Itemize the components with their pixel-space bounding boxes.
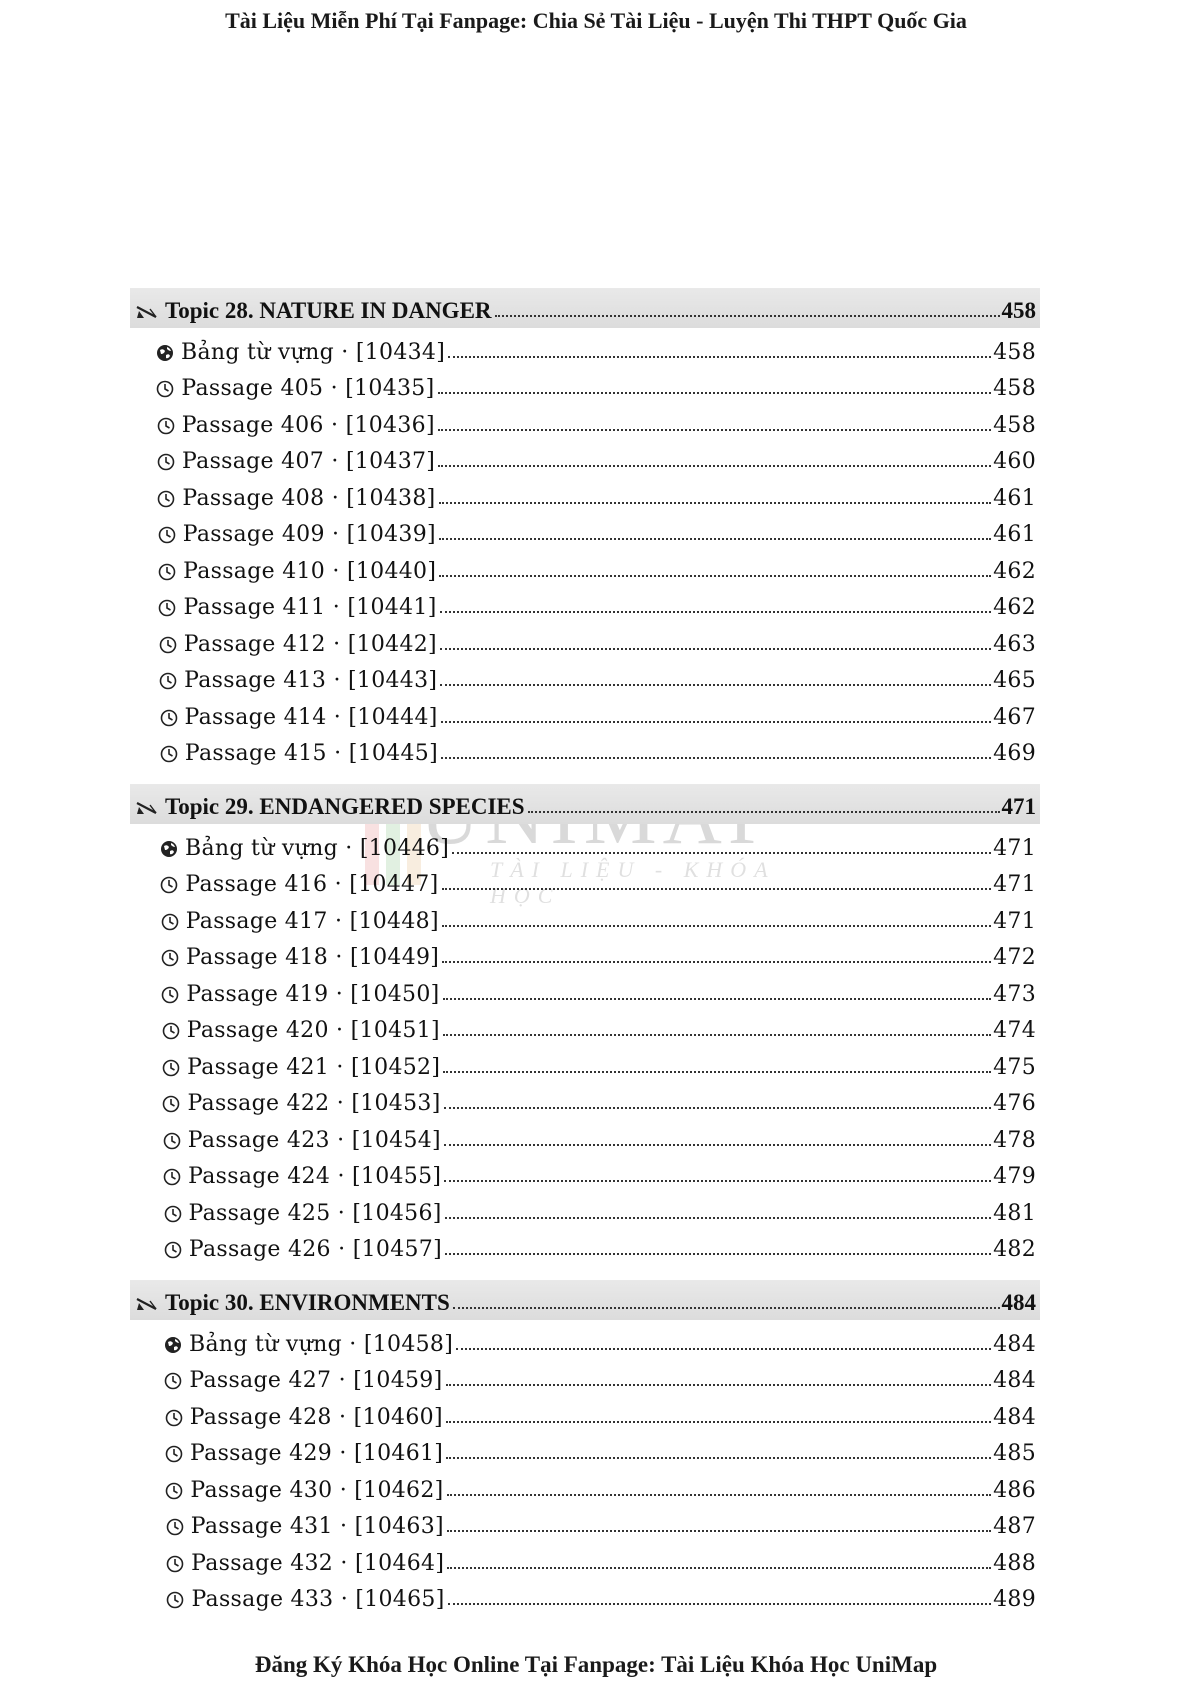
toc-entry[interactable] [130, 547, 1040, 584]
toc-entry-label: Passage 424 · [10455] [188, 1164, 442, 1189]
dotted-leader [440, 611, 992, 613]
clock-icon [161, 913, 179, 931]
toc-topic-label: Topic 29. ENDANGERED SPECIES [165, 794, 525, 819]
toc-page-number: 458 [993, 412, 1036, 438]
toc-entry[interactable] [130, 897, 1040, 934]
toc-page-number: 458 [993, 339, 1036, 365]
dotted-leader [443, 998, 992, 1000]
dotted-leader [438, 392, 992, 394]
clock-icon [164, 1205, 182, 1223]
toc-entry[interactable] [130, 438, 1040, 475]
toc-page-number: 469 [993, 741, 1036, 766]
page-footer: Đăng Ký Khóa Học Online Tại Fanpage: Tài Liệu Khóa Học UniMap [254, 1652, 938, 1677]
dotted-leader [444, 1180, 991, 1182]
toc-topic-heading[interactable] [130, 288, 1040, 328]
toc-entry-label: Passage 425 · [10456] [188, 1200, 442, 1226]
toc-entry-label: Passage 428 · [10460] [189, 1404, 443, 1430]
toc-entry[interactable] [130, 1466, 1040, 1503]
toc-entry[interactable] [130, 861, 1040, 898]
toc-entry-label: Passage 430 · [10462] [190, 1477, 444, 1503]
toc-topic-heading[interactable] [130, 1280, 1040, 1320]
toc-entry-label: Passage 408 · [10438] [182, 485, 436, 511]
toc-page-number: 473 [993, 981, 1036, 1007]
toc-entry-label: Passage 418 · [10449] [186, 945, 440, 970]
toc-entry[interactable] [130, 657, 1040, 694]
toc-entry-label: Passage 415 · [10445] [184, 741, 438, 766]
toc-entry-label: Passage 412 · [10442] [183, 631, 437, 657]
dotted-leader [442, 888, 992, 890]
clock-icon [157, 490, 175, 508]
dotted-leader [447, 1567, 991, 1569]
clock-icon [162, 1095, 180, 1113]
pen-icon [136, 1297, 158, 1311]
clock-icon [162, 1059, 180, 1077]
toc-page-number: 471 [993, 835, 1036, 861]
toc-page-number: 487 [993, 1514, 1036, 1539]
toc-entry-label: Passage 414 · [10444] [184, 704, 438, 730]
toc-entry[interactable] [130, 1189, 1040, 1226]
toc-entry[interactable] [130, 1116, 1040, 1153]
clock-icon [164, 1241, 182, 1259]
toc-entry-label: Bảng từ vựng · [10446] [185, 835, 450, 861]
clock-icon [165, 1482, 183, 1500]
toc-topic [130, 288, 1040, 766]
toc-entry-label: Passage 411 · [10441] [183, 595, 437, 620]
toc-page-number: 484 [993, 1368, 1036, 1393]
clock-icon [161, 986, 179, 1004]
toc-entry[interactable] [130, 824, 1040, 861]
toc-entry[interactable] [130, 1153, 1040, 1190]
toc-entry[interactable] [130, 970, 1040, 1007]
dotted-leader [442, 925, 991, 927]
clock-icon [159, 672, 177, 690]
toc-page-number: 488 [993, 1550, 1036, 1576]
toc-topic-heading[interactable] [130, 784, 1040, 824]
toc-page-number: 467 [993, 704, 1036, 730]
toc-entry[interactable] [130, 1430, 1040, 1467]
clock-icon [160, 876, 178, 894]
dotted-leader [452, 852, 991, 854]
clock-icon [158, 599, 176, 617]
dotted-leader [448, 1603, 992, 1605]
dotted-leader [440, 648, 991, 650]
dotted-leader [448, 356, 991, 358]
toc-entry[interactable] [130, 1393, 1040, 1430]
clock-icon [166, 1591, 184, 1609]
toc-entry-label: Passage 405 · [10435] [181, 376, 435, 401]
watermark-subtitle: TÀI LIỆU - KHÓA HỌC [490, 857, 776, 908]
dotted-leader [443, 1071, 991, 1073]
dotted-leader [446, 1421, 991, 1423]
table-of-contents [130, 288, 1040, 1630]
toc-entry[interactable] [130, 511, 1040, 548]
toc-entry-label: Passage 406 · [10436] [181, 412, 435, 438]
toc-page-number: 486 [993, 1477, 1036, 1503]
toc-page-number: 471 [993, 908, 1036, 934]
dotted-leader [444, 1144, 991, 1146]
toc-entry-label: Passage 413 · [10443] [184, 668, 438, 693]
clock-icon [165, 1445, 183, 1463]
dotted-leader [441, 757, 991, 759]
toc-entry[interactable] [130, 328, 1040, 365]
toc-topic [130, 1280, 1040, 1612]
clock-icon [163, 1168, 181, 1186]
toc-page-number: 472 [993, 945, 1036, 970]
dotted-leader [446, 1384, 992, 1386]
toc-entry[interactable] [130, 401, 1040, 438]
toc-entry-label: Passage 407 · [10437] [182, 449, 436, 474]
toc-page-number: 461 [993, 522, 1036, 547]
toc-entry[interactable] [130, 1226, 1040, 1263]
toc-entry-label: Passage 429 · [10461] [190, 1441, 444, 1466]
dotted-leader [446, 1457, 991, 1459]
dotted-leader [528, 811, 1000, 813]
toc-entry[interactable] [130, 1043, 1040, 1080]
toc-page-number: 481 [993, 1200, 1036, 1226]
toc-topic [130, 784, 1040, 1262]
toc-entry-label: Bảng từ vựng · [10434] [181, 339, 446, 365]
clock-icon [164, 1372, 182, 1390]
dotted-leader [439, 575, 991, 577]
toc-page-number: 478 [993, 1127, 1036, 1153]
toc-page-number: 474 [993, 1018, 1036, 1043]
toc-entry[interactable] [130, 1080, 1040, 1117]
clock-icon [160, 745, 178, 763]
clock-icon [166, 1518, 184, 1536]
toc-entry[interactable] [130, 474, 1040, 511]
clock-icon [157, 453, 175, 471]
globe-icon [156, 344, 174, 362]
dotted-leader [438, 429, 991, 431]
toc-page-number: 461 [993, 485, 1036, 511]
pen-icon [136, 305, 158, 319]
toc-entry[interactable] [130, 584, 1040, 621]
toc-entry-label: Passage 423 · [10454] [187, 1127, 441, 1153]
toc-topic-label: Topic 28. NATURE IN DANGER [165, 298, 492, 323]
dotted-leader [441, 721, 991, 723]
toc-page-number: 462 [993, 595, 1036, 620]
toc-page-number: 471 [1001, 794, 1036, 819]
clock-icon [157, 417, 175, 435]
toc-entry-label: Passage 422 · [10453] [187, 1091, 441, 1116]
toc-page-number: 463 [993, 631, 1036, 657]
toc-entry-label: Passage 420 · [10451] [186, 1018, 440, 1043]
dotted-leader [445, 1253, 991, 1255]
toc-entry[interactable] [130, 1576, 1040, 1613]
toc-entry[interactable] [130, 1320, 1040, 1357]
clock-icon [160, 709, 178, 727]
toc-entry-label: Bảng từ vựng · [10458] [189, 1331, 454, 1357]
dotted-leader [444, 1107, 992, 1109]
toc-page-number: 484 [993, 1404, 1036, 1430]
dotted-leader [440, 684, 991, 686]
toc-page-number: 479 [993, 1164, 1036, 1189]
dotted-leader [439, 502, 992, 504]
clock-icon [158, 563, 176, 581]
toc-entry[interactable] [130, 620, 1040, 657]
toc-entry-label: Passage 421 · [10452] [187, 1054, 441, 1080]
toc-page-number: 485 [993, 1441, 1036, 1466]
dotted-leader [495, 315, 1000, 317]
clock-icon [161, 949, 179, 967]
toc-page-number: 484 [993, 1331, 1036, 1357]
dotted-leader [447, 1530, 991, 1532]
toc-page-number: 465 [993, 668, 1036, 693]
toc-page-number: 475 [993, 1054, 1036, 1080]
toc-entry-label: Passage 431 · [10463] [190, 1514, 444, 1539]
clock-icon [156, 380, 174, 398]
clock-icon [162, 1022, 180, 1040]
dotted-leader [453, 1307, 1000, 1309]
toc-page-number: 476 [993, 1091, 1036, 1116]
clock-icon [166, 1555, 184, 1573]
toc-entry[interactable] [130, 1503, 1040, 1540]
toc-entry[interactable] [130, 1007, 1040, 1044]
dotted-leader [456, 1348, 991, 1350]
toc-page-number: 462 [993, 558, 1036, 584]
toc-page-number: 460 [993, 449, 1036, 474]
toc-entry-label: Passage 426 · [10457] [188, 1237, 442, 1262]
dotted-leader [438, 465, 991, 467]
toc-entry[interactable] [130, 1357, 1040, 1394]
toc-entry[interactable] [130, 1539, 1040, 1576]
clock-icon [159, 636, 177, 654]
page-header: Tài Liệu Miễn Phí Tại Fanpage: Chia Sẻ Tài Liệu - Luyện Thi THPT Quốc Gia [225, 8, 967, 33]
globe-icon [160, 840, 178, 858]
pen-icon [136, 801, 158, 815]
dotted-leader [443, 1034, 991, 1036]
toc-entry-label: Passage 427 · [10459] [189, 1368, 443, 1393]
toc-page-number: 482 [993, 1237, 1036, 1262]
dotted-leader [445, 1217, 991, 1219]
toc-page-number: 471 [993, 872, 1036, 897]
toc-entry-label: Passage 416 · [10447] [185, 872, 439, 897]
clock-icon [165, 1409, 183, 1427]
toc-page-number: 458 [993, 376, 1036, 401]
toc-entry[interactable] [130, 365, 1040, 402]
toc-entry[interactable] [130, 934, 1040, 971]
toc-page-number: 489 [993, 1587, 1036, 1612]
toc-entry[interactable] [130, 730, 1040, 767]
toc-entry-label: Passage 417 · [10448] [185, 908, 439, 934]
toc-entry-label: Passage 419 · [10450] [186, 981, 440, 1007]
toc-topic-label: Topic 30. ENVIRONMENTS [165, 1290, 450, 1315]
dotted-leader [442, 961, 991, 963]
toc-entry-label: Passage 433 · [10465] [191, 1587, 445, 1612]
clock-icon [163, 1132, 181, 1150]
toc-entry-label: Passage 409 · [10439] [182, 522, 436, 547]
clock-icon [158, 526, 176, 544]
dotted-leader [439, 538, 991, 540]
globe-icon [164, 1336, 182, 1354]
toc-entry-label: Passage 410 · [10440] [183, 558, 437, 584]
dotted-leader [447, 1494, 992, 1496]
toc-entry-label: Passage 432 · [10464] [191, 1550, 445, 1576]
toc-page-number: 484 [1001, 1290, 1036, 1315]
toc-entry[interactable] [130, 693, 1040, 730]
toc-page-number: 458 [1001, 298, 1036, 323]
